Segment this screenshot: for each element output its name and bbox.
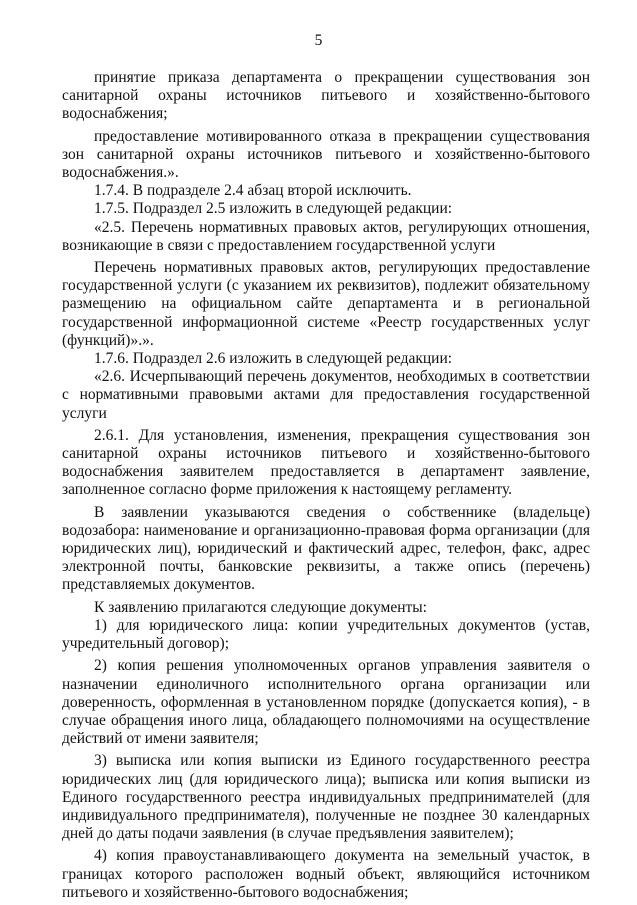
paragraph-12: 1) для юридического лица: копии учредительных документов (устав, учредительный договор); bbox=[62, 616, 590, 653]
paragraph-15: 4) копия правоустанавливающего документа на земельный участок, в границах которого расположен водный объект, являющийся источником питьевого и хозяйственно-бытового водоснабжения; bbox=[62, 847, 590, 901]
paragraph-11: К заявлению прилагаются следующие документы: bbox=[94, 598, 427, 616]
document-body bbox=[62, 69, 590, 902]
page-number: 5 bbox=[314, 32, 323, 49]
paragraph-9: 2.6.1. Для установления, изменения, прекращения существования зон санитарной охраны источников питьевого и хозяйственно-бытового водоснабжения заявителем предоставляется в департамент заявление, заполненное согласно форме приложения к настоящему регламенту. bbox=[62, 426, 590, 499]
paragraph-7: 1.7.6. Подраздел 2.6 изложить в следующей редакции: bbox=[94, 350, 453, 368]
paragraph-10: В заявлении указываются сведения о собственнике (владельце) водозабора: наименование и организационно-правовая форма организации (для юридических лиц), юридический и фактический адрес, телефон, факс, адрес электронной почты, банковские реквизиты, а также опись (перечень) представляемых документов. bbox=[62, 503, 590, 594]
paragraph-3: 1.7.4. В подразделе 2.4 абзац второй исключить. bbox=[94, 182, 412, 200]
paragraph-2: предоставление мотивированного отказа в прекращении существования зон санитарной охраны источников питьевого и хозяйственно-бытового водоснабжения.». bbox=[62, 127, 590, 182]
paragraph-1: принятие приказа департамента о прекращении существования зон санитарной охраны источников питьевого и хозяйственно-бытового водоснабжения; bbox=[62, 69, 590, 123]
paragraph-14: 3) выписка или копия выписки из Единого государственного реестра юридических лиц (для юридического лица); выписка или копия выписки из Единого государственного реестра индивидуальных предпринимателей (для индивидуального предпринимателя), полученные не позднее 30 календарных дней до даты подачи заявления (в случае предъявления заявителем); bbox=[62, 752, 590, 843]
paragraph-4: 1.7.5. Подраздел 2.5 изложить в следующей редакции: bbox=[94, 200, 453, 218]
paragraph-5: «2.5. Перечень нормативных правовых актов, регулирующих отношения, возникающие в связи с предоставлением государственной услуги bbox=[62, 218, 590, 254]
paragraph-6: Перечень нормативных правовых актов, регулирующих предоставление государственной услуги (с указанием их реквизитов), подлежит обязательному размещению на официальном сайте департамента и в региональной государственной информационной системе «Реестр государственных услуг (функций)».». bbox=[62, 259, 590, 349]
paragraph-8: «2.6. Исчерпывающий перечень документов, необходимых в соответствии с нормативными правовыми актами для предоставления государственной услуги bbox=[62, 368, 590, 422]
paragraph-13: 2) копия решения уполномоченных органов управления заявителя о назначении единоличного исполнительного органа организации или доверенность, оформленная в установленном порядке (допускается копия), - в случае обращения иного лица, обладающего полномочиями на осуществление действий от имени заявителя; bbox=[62, 657, 590, 748]
